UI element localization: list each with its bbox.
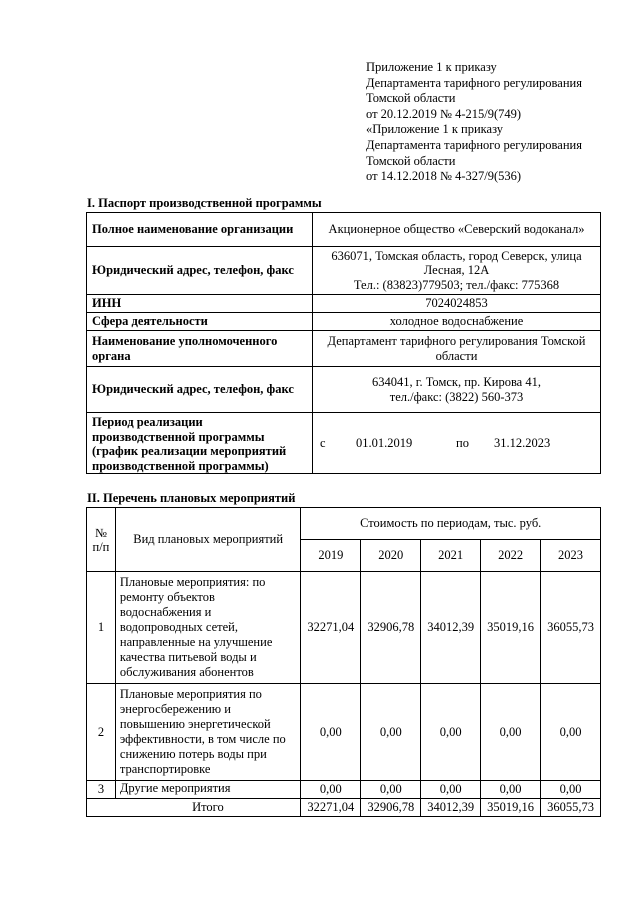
activity-name: Плановые мероприятия: по ремонту объектов водоснабжения и водопроводных сетей, направленные на улучшение качества питьевой воды и обслуживания абонентов [115, 572, 301, 684]
table-row [87, 331, 601, 367]
cost-cell: 0,00 [301, 781, 361, 799]
year-header: 2020 [361, 540, 421, 572]
row-value: Акционерное общество «Северский водоканал» [313, 213, 601, 247]
year-header: 2021 [421, 540, 481, 572]
header-line: Приложение 1 к приказу [366, 60, 497, 74]
label-line: (график реализации мероприятий [92, 444, 287, 458]
header-line: от 14.12.2018 № 4-327/9(536) [366, 169, 522, 184]
cost-cell: 0,00 [541, 781, 601, 799]
value-line: 636071, Томская область, город Северск, улица [331, 248, 582, 263]
header-line: «Приложение 1 к приказу [366, 122, 504, 137]
row-label: ИНН [87, 295, 313, 313]
table-row [87, 367, 601, 413]
total-cell: 36055,73 [541, 799, 601, 817]
row-value [313, 331, 601, 367]
row-label: Юридический адрес, телефон, факс [87, 247, 313, 295]
row-label: Юридический адрес, телефон, факс [87, 367, 313, 413]
total-spacer [87, 799, 116, 817]
value-line: тел./факс: (3822) 560-373 [389, 389, 524, 404]
label-line: производственной программы) [92, 458, 269, 473]
value-line: Лесная, 12А [423, 263, 490, 278]
cost-cell: 0,00 [421, 684, 481, 781]
total-cell: 34012,39 [421, 799, 481, 817]
row-label: Полное наименование организации [87, 213, 313, 247]
total-cell: 35019,16 [481, 799, 541, 817]
value-line: Тел.: (83823)779503; тел./факс: 775368 [353, 277, 560, 292]
row-value [313, 367, 601, 413]
label-line: Период реализации [92, 415, 203, 429]
header-line: Томской области [366, 91, 456, 106]
table-row [87, 572, 601, 684]
table-row [87, 413, 601, 474]
cost-cell: 0,00 [361, 781, 421, 799]
value-line: области [435, 348, 478, 363]
cost-cell: 0,00 [481, 781, 541, 799]
cost-cell: 36055,73 [541, 572, 601, 684]
total-cell: 32271,04 [301, 799, 361, 817]
row-value: 7024024853 [313, 295, 601, 313]
table-row [87, 313, 601, 331]
total-row [87, 799, 601, 817]
value-line: Департамент тарифного регулирования Томской [327, 334, 586, 348]
table-row [87, 295, 601, 313]
header-line: Томской области [366, 153, 456, 168]
row-label [87, 331, 313, 367]
table-row [87, 781, 601, 799]
label-line: производственной программы [92, 429, 265, 444]
header-line: Департамента тарифного регулирования [366, 75, 582, 90]
label-line: Наименование уполномоченного [92, 334, 278, 348]
year-header: 2023 [541, 540, 601, 572]
table-row [87, 247, 601, 295]
period-to-date: 31.12.2023 [494, 435, 551, 450]
value-line: 634041, г. Томск, пр. Кирова 41, [372, 375, 541, 389]
header-line: Департамента тарифного регулирования [366, 137, 582, 152]
label-line: органа [92, 348, 131, 363]
period-from-word: с [320, 435, 326, 450]
cost-cell: 0,00 [481, 684, 541, 781]
table-row [87, 213, 601, 247]
row-value [313, 247, 601, 295]
row-value: холодное водоснабжение [313, 313, 601, 331]
column-header-number [87, 508, 116, 572]
row-number: 3 [87, 781, 116, 799]
row-label [87, 413, 313, 474]
section1-title: I. Паспорт производственной программы [87, 196, 322, 210]
cost-cell: 0,00 [421, 781, 481, 799]
column-header-cost: Стоимость по периодам, тыс. руб. [301, 508, 601, 540]
section2-title: II. Перечень плановых мероприятий [87, 491, 296, 505]
cost-cell: 34012,39 [421, 572, 481, 684]
header-row [87, 508, 601, 540]
cost-cell: 32906,78 [361, 572, 421, 684]
activities-table [86, 507, 601, 817]
order-reference-header [366, 60, 582, 185]
column-header-activity: Вид плановых мероприятий [115, 508, 301, 572]
total-cell: 32906,78 [361, 799, 421, 817]
table-row [87, 684, 601, 781]
cost-cell: 0,00 [361, 684, 421, 781]
activity-name: Другие мероприятия [115, 781, 301, 799]
header-line: от 20.12.2019 № 4-215/9(749) [366, 106, 522, 121]
passport-table [86, 212, 601, 474]
total-label: Итого [115, 799, 301, 817]
cost-cell: 0,00 [301, 684, 361, 781]
activity-name: Плановые мероприятия по энергосбережению и повышению энергетической эффективности, в том числе по снижению потерь воды при транспортировке [115, 684, 301, 781]
period-to-word: по [456, 435, 469, 450]
year-header: 2019 [301, 540, 361, 572]
row-number: 2 [87, 684, 116, 781]
header-line: п/п [92, 539, 110, 554]
row-label: Сфера деятельности [87, 313, 313, 331]
cost-cell: 0,00 [541, 684, 601, 781]
cost-cell: 32271,04 [301, 572, 361, 684]
row-number: 1 [87, 572, 116, 684]
year-header: 2022 [481, 540, 541, 572]
period-value [313, 413, 601, 474]
period-from-date: 01.01.2019 [356, 435, 413, 450]
cost-cell: 35019,16 [481, 572, 541, 684]
header-line: № [94, 525, 107, 540]
